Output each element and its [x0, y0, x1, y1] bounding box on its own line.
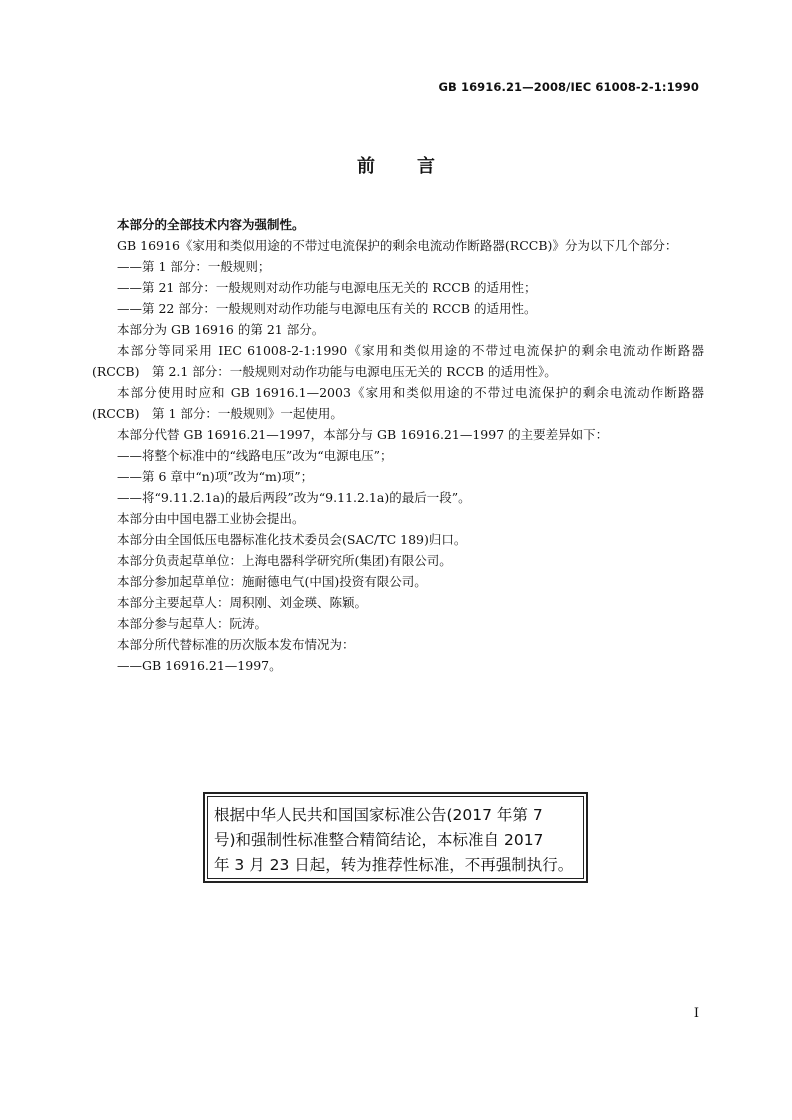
paragraph: 本部分为 GB 16916 的第 21 部分。 — [117, 322, 325, 337]
page-title — [0, 152, 792, 178]
notice-line-3: 年 3 月 23 日起，转为推荐性标准，不再强制执行。 — [214, 856, 574, 874]
title-char-1: 前 — [357, 156, 375, 177]
standard-code-header: GB 16916.21—2008/IEC 61008-2-1:1990 — [438, 80, 699, 94]
paragraph: 本部分由中国电器工业协会提出。 — [117, 511, 305, 526]
paragraph: 本部分主要起草人：周积刚、刘金瑛、陈颖。 — [117, 595, 368, 610]
paragraph: 本部分负责起草单位：上海电器科学研究所(集团)有限公司。 — [117, 553, 452, 568]
title-char-2: 言 — [417, 156, 435, 177]
paragraph: 本部分参与起草人：阮涛。 — [117, 616, 268, 631]
paragraph: 本部分由全国低压电器标准化技术委员会(SAC/TC 189)归口。 — [117, 532, 467, 547]
status-change-notice-box — [203, 792, 588, 883]
paragraph: GB 16916《家用和类似用途的不带过电流保护的剩余电流动作断路器(RCCB)》分为以下几个部分： — [117, 238, 678, 253]
paragraph: 本部分所代替标准的历次版本发布情况为： — [117, 637, 355, 652]
list-item: ——将“9.11.2.1a)的最后两段”改为“9.11.2.1a)的最后一段”。 — [117, 490, 471, 505]
list-item: ——第 1 部分：一般规则； — [117, 259, 271, 274]
notice-line-1: 根据中华人民共和国国家标准公告(2017 年第 7 — [214, 806, 543, 824]
foreword-body — [92, 214, 704, 676]
notice-line-2: 号)和强制性标准整合精简结论，本标准自 2017 — [214, 831, 544, 849]
notice-inner-frame — [207, 796, 584, 879]
paragraph: 本部分参加起草单位：施耐德电气(中国)投资有限公司。 — [117, 574, 427, 589]
list-item: ——第 6 章中“n)项”改为“m)项”； — [117, 469, 314, 484]
list-item: ——将整个标准中的“线路电压”改为“电源电压”； — [117, 448, 393, 463]
paragraph-mandatory: 本部分的全部技术内容为强制性。 — [117, 217, 305, 232]
list-item: ——GB 16916.21—1997。 — [117, 658, 282, 673]
paragraph: 本部分使用时应和 GB 16916.1—2003《家用和类似用途的不带过电流保护的剩余电流动作断路器(RCCB) 第 1 部分：一般规则》一起使用。 — [92, 385, 704, 421]
list-item: ——第 21 部分：一般规则对动作功能与电源电压无关的 RCCB 的适用性； — [117, 280, 537, 295]
page-number: I — [693, 1006, 699, 1021]
list-item: ——第 22 部分：一般规则对动作功能与电源电压有关的 RCCB 的适用性。 — [117, 301, 537, 316]
paragraph: 本部分代替 GB 16916.21—1997，本部分与 GB 16916.21—1997 的主要差异如下： — [117, 427, 609, 442]
paragraph: 本部分等同采用 IEC 61008-2-1:1990《家用和类似用途的不带过电流保护的剩余电流动作断路器(RCCB) 第 2.1 部分：一般规则对动作功能与电源电压无关的 RCCB 的适用性》。 — [92, 343, 704, 379]
